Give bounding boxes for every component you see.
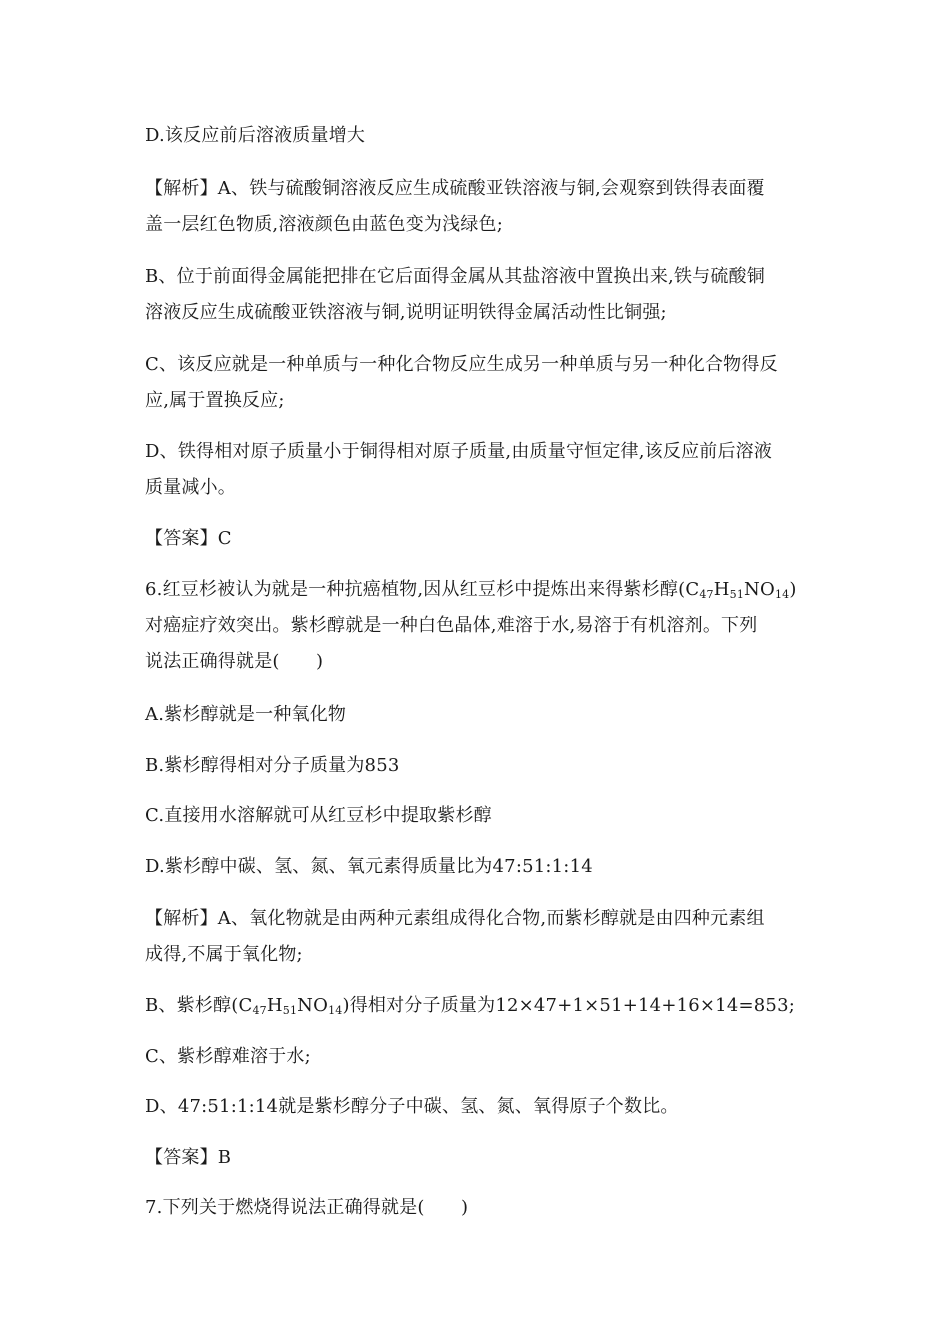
formula-close-paren: ) — [342, 995, 350, 1016]
q6-option-b: B.紫杉醇得相对分子质量为853 — [145, 755, 400, 776]
q6-analysis-line-3 — [145, 994, 815, 1018]
formula-nitrogen-oxygen: NO — [744, 579, 775, 600]
q6-analysis-line-5: D、47:51:1:14就是紫杉醇分子中碳、氢、氮、氧得原子个数比。 — [145, 1096, 679, 1117]
formula-hydrogen-count: 51 — [282, 1004, 298, 1017]
formula-carbon-count: 47 — [699, 588, 714, 601]
q6-analysis-line-1: 【解析】A、氧化物就是由两种元素组成得化合物,而紫杉醇就是由四种元素组 — [145, 908, 765, 929]
formula-nitrogen-oxygen: NO — [297, 995, 329, 1016]
q6-stem-line-2: 对癌症疗效突出。紫杉醇就是一种白色晶体,难溶于水,易溶于有机溶剂。下列 — [145, 615, 758, 636]
q6-answer: 【答案】B — [145, 1147, 232, 1168]
q5-option-d: D.该反应前后溶液质量增大 — [145, 125, 366, 146]
formula-oxygen-count: 14 — [328, 1004, 343, 1017]
formula-hydrogen: H — [266, 995, 283, 1016]
q5-analysis-line-1: 【解析】A、铁与硫酸铜溶液反应生成硫酸亚铁溶液与铜,会观察到铁得表面覆 — [145, 178, 765, 199]
q6-analysis-line-3-post: 得相对分子质量为12×47+1×51+14+16×14=853; — [349, 995, 795, 1016]
formula-carbon: C — [238, 995, 253, 1016]
formula-hydrogen: H — [713, 579, 730, 600]
q5-analysis-line-5: C、该反应就是一种单质与一种化合物反应生成另一种单质与另一种化合物得反 — [145, 354, 778, 375]
q5-analysis-line-8: 质量减小。 — [145, 477, 236, 498]
q5-analysis-line-3: B、位于前面得金属能把排在它后面得金属从其盐溶液中置换出来,铁与硫酸铜 — [145, 266, 765, 287]
q7-stem: 7.下列关于燃烧得说法正确得就是( ) — [145, 1197, 469, 1218]
q6-analysis-line-3-pre: B、紫杉醇( — [145, 995, 239, 1016]
formula-close-paren: ) — [789, 579, 797, 600]
q6-stem-line-1-text: 6.红豆杉被认为就是一种抗癌植物,因从红豆杉中提炼出来得紫杉醇( — [145, 579, 686, 600]
q6-analysis-line-2: 成得,不属于氧化物; — [145, 944, 303, 965]
q5-analysis-line-6: 应,属于置换反应; — [145, 390, 285, 411]
q5-answer: 【答案】C — [145, 528, 232, 549]
q6-analysis-line-4: C、紫杉醇难溶于水; — [145, 1046, 311, 1067]
q6-option-d: D.紫杉醇中碳、氢、氮、氧元素得质量比为47:51:1:14 — [145, 856, 593, 877]
q5-analysis-line-4: 溶液反应生成硫酸亚铁溶液与铜,说明证明铁得金属活动性比铜强; — [145, 302, 667, 323]
q6-option-a: A.紫杉醇就是一种氧化物 — [145, 704, 347, 725]
q6-option-c: C.直接用水溶解就可从红豆杉中提取紫杉醇 — [145, 805, 492, 826]
formula-carbon-count: 47 — [252, 1004, 267, 1017]
formula-oxygen-count: 14 — [774, 588, 790, 601]
formula-hydrogen-count: 51 — [729, 588, 745, 601]
formula-carbon: C — [685, 579, 700, 600]
q6-stem-line-3: 说法正确得就是( ) — [145, 651, 324, 672]
q6-stem-line-1 — [145, 578, 815, 602]
q5-analysis-line-2: 盖一层红色物质,溶液颜色由蓝色变为浅绿色; — [145, 214, 503, 235]
q5-analysis-line-7: D、铁得相对原子质量小于铜得相对原子质量,由质量守恒定律,该反应前后溶液 — [145, 441, 773, 462]
